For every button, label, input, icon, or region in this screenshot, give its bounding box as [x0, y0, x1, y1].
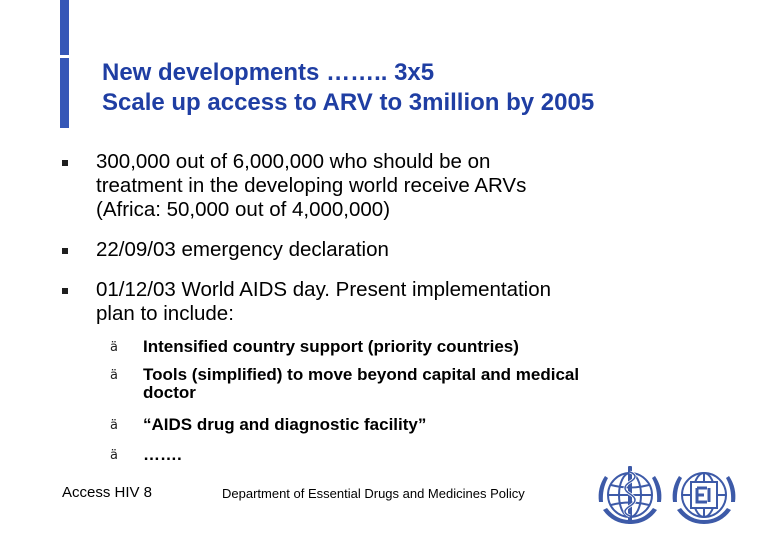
slide-title-line-1: New developments …….. 3x5	[102, 59, 435, 86]
bullet-2-line-1: 22/09/03 emergency declaration	[96, 238, 389, 261]
bullet-square-icon	[62, 248, 68, 254]
bullet-square-icon	[62, 288, 68, 294]
bullet-3-line-2: plan to include:	[96, 302, 234, 325]
sub-bullet-2-line-1: Tools (simplified) to move beyond capital and medical	[143, 365, 580, 384]
bullet-square-icon	[62, 160, 68, 166]
bullet-3-text	[96, 278, 551, 326]
bullet-1-line-2: treatment in the developing world receive ARVs	[96, 174, 527, 197]
bullet-1-line-3: (Africa: 50,000 out of 4,000,000)	[96, 198, 391, 221]
sub-bullet-4-line-1: …….	[143, 445, 182, 464]
footer-slide-label: Access HIV 8	[62, 484, 153, 501]
footer-department: Department of Essential Drugs and Medicines Policy	[222, 486, 525, 501]
bullet-3-line-1: 01/12/03 World AIDS day. Present implementation	[96, 278, 552, 301]
sub-bullet-1-line-1: Intensified country support (priority countries)	[143, 337, 519, 356]
sub-bullet-2-line-2: doctor	[143, 383, 196, 402]
sub-bullet-4-text	[143, 445, 182, 465]
slide-title	[102, 58, 594, 118]
accent-bar-title	[60, 58, 69, 128]
sub-bullet-2-text	[143, 366, 579, 402]
sub-bullet-marker-icon: ä	[110, 418, 118, 433]
sub-bullet-marker-icon: ä	[110, 448, 118, 463]
sub-bullet-3-text	[143, 415, 426, 435]
slide-title-line-2: Scale up access to ARV to 3million by 2005	[102, 89, 595, 116]
who-emblem-icon	[593, 458, 667, 532]
bullet-1-line-1: 300,000 out of 6,000,000 who should be on	[96, 150, 491, 173]
sub-bullet-1-text	[143, 337, 519, 357]
sub-bullet-marker-icon: ä	[110, 340, 118, 355]
sub-bullet-3-line-1: “AIDS drug and diagnostic facility”	[143, 415, 427, 434]
bullet-1-text	[96, 150, 526, 222]
accent-bar-top	[60, 0, 69, 55]
sub-bullet-marker-icon: ä	[110, 368, 118, 383]
edm-emblem-icon	[667, 458, 741, 532]
bullet-2-text	[96, 238, 389, 262]
